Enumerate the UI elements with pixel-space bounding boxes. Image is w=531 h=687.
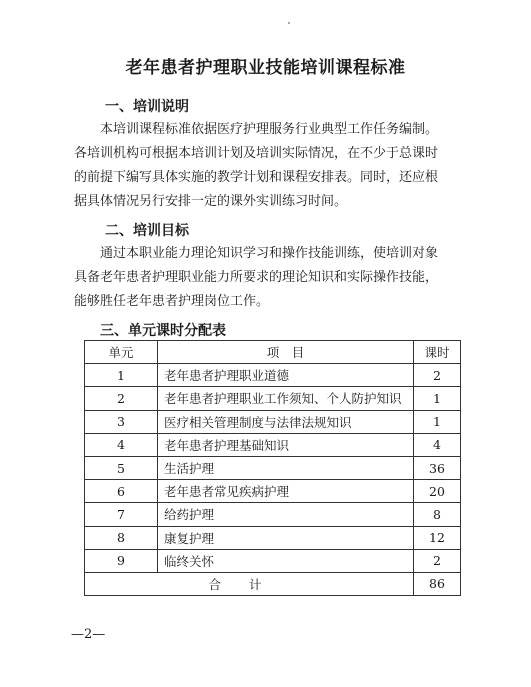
table-row bbox=[85, 503, 461, 526]
cell-hours: 20 bbox=[414, 480, 461, 503]
cell-hours: 12 bbox=[414, 526, 461, 549]
table-row bbox=[85, 364, 461, 387]
paragraph-line: 据具体情况另行安排一定的课外实训练习时间。 bbox=[74, 194, 348, 209]
table-body bbox=[85, 364, 461, 573]
cell-hours: 1 bbox=[414, 410, 461, 433]
paragraph-line: 能够胜任老年患者护理岗位工作。 bbox=[74, 294, 270, 309]
paragraph-training-description bbox=[74, 118, 463, 214]
cell-unit: 3 bbox=[85, 410, 158, 433]
table-total-row bbox=[85, 572, 461, 595]
table-header-row bbox=[85, 341, 461, 364]
cell-item: 生活护理 bbox=[158, 456, 414, 479]
cell-unit: 1 bbox=[85, 364, 158, 387]
cell-unit: 7 bbox=[85, 503, 158, 526]
cell-item: 老年患者护理职业工作须知、个人防护知识 bbox=[158, 387, 414, 410]
column-header-item: 项 目 bbox=[158, 341, 414, 364]
cell-unit: 8 bbox=[85, 526, 158, 549]
column-header-hours: 课时 bbox=[414, 341, 461, 364]
table-row bbox=[85, 456, 461, 479]
unit-hours-table bbox=[84, 340, 461, 596]
cell-unit: 6 bbox=[85, 480, 158, 503]
cell-unit: 2 bbox=[85, 387, 158, 410]
scan-speck bbox=[288, 22, 290, 24]
cell-item: 医疗相关管理制度与法律法规知识 bbox=[158, 410, 414, 433]
cell-hours: 4 bbox=[414, 433, 461, 456]
section-heading-unit-hours: 三、单元课时分配表 bbox=[100, 323, 226, 339]
cell-item: 老年患者护理职业道德 bbox=[158, 364, 414, 387]
cell-item: 康复护理 bbox=[158, 526, 414, 549]
cell-unit: 9 bbox=[85, 549, 158, 572]
total-label: 合计 bbox=[85, 572, 414, 595]
cell-item: 老年患者护理基础知识 bbox=[158, 433, 414, 456]
paragraph-training-goals bbox=[74, 242, 463, 314]
paragraph-line: 的前提下编写具体实施的教学计划和课程安排表。同时，还应根 bbox=[74, 170, 439, 185]
table-row bbox=[85, 480, 461, 503]
table-row bbox=[85, 526, 461, 549]
cell-hours: 36 bbox=[414, 456, 461, 479]
paragraph-line: 各培训机构可根据本培训计划及培训实际情况，在不少于总课时 bbox=[74, 146, 439, 161]
paragraph-line: 本培训课程标准依据医疗护理服务行业典型工作任务编制。 bbox=[100, 122, 439, 137]
cell-item: 给药护理 bbox=[158, 503, 414, 526]
cell-unit: 4 bbox=[85, 433, 158, 456]
table-row bbox=[85, 433, 461, 456]
cell-unit: 5 bbox=[85, 456, 158, 479]
table-row bbox=[85, 387, 461, 410]
section-heading-training-goals: 二、培训目标 bbox=[105, 223, 189, 239]
section-heading-training-description: 一、培训说明 bbox=[105, 99, 189, 115]
table-row bbox=[85, 410, 461, 433]
cell-hours: 2 bbox=[414, 549, 461, 572]
cell-hours: 2 bbox=[414, 364, 461, 387]
column-header-unit: 单元 bbox=[85, 341, 158, 364]
total-hours: 86 bbox=[414, 572, 461, 595]
cell-hours: 1 bbox=[414, 387, 461, 410]
cell-item: 老年患者常见疾病护理 bbox=[158, 480, 414, 503]
table-row bbox=[85, 549, 461, 572]
paragraph-line: 具备老年患者护理职业能力所要求的理论知识和实际操作技能， bbox=[74, 270, 439, 285]
cell-item: 临终关怀 bbox=[158, 549, 414, 572]
page-number: —2— bbox=[71, 627, 106, 642]
paragraph-line: 通过本职业能力理论知识学习和操作技能训练，使培训对象 bbox=[100, 246, 439, 261]
cell-hours: 8 bbox=[414, 503, 461, 526]
page-title: 老年患者护理职业技能培训课程标准 bbox=[125, 58, 406, 78]
